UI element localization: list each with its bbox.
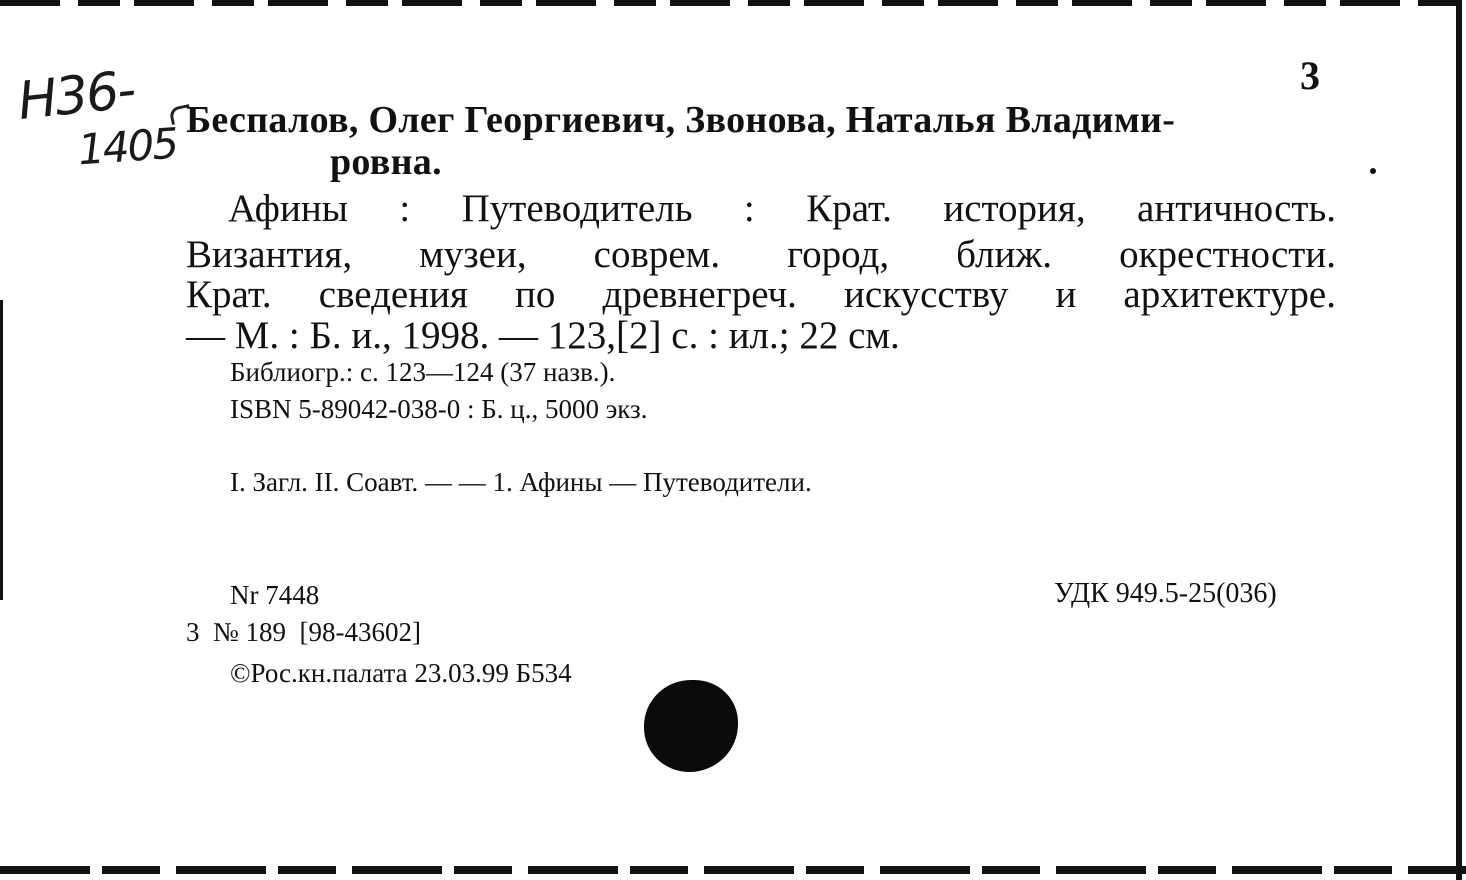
card-right-border <box>1456 0 1462 880</box>
isbn-note: ISBN 5-89042-038-0 : Б. ц., 5000 экз. <box>230 394 648 424</box>
handwritten-number: 1405 <box>76 118 179 175</box>
entry-number: 3 № 189 [98-43602] <box>186 617 421 647</box>
card-top-border <box>0 0 1466 6</box>
copyright-line: ©Рос.кн.палата 23.03.99 Б534 <box>230 658 572 688</box>
title-line-2: Византия, музеи, соврем. город, ближ. окрестности. <box>186 233 1336 276</box>
card-left-border <box>0 300 3 600</box>
ink-blot <box>644 680 738 772</box>
scan-speck <box>1370 168 1376 174</box>
udk-code: УДК 949.5-25(036) <box>1054 578 1277 609</box>
tracings: I. Загл. II. Соавт. — — 1. Афины — Путеводители. <box>230 467 812 497</box>
handwritten-shelf-mark: Н36- <box>15 60 137 132</box>
card-bottom-border <box>0 866 1466 874</box>
bibliography-note: Библиогр.: с. 123—124 (37 назв.). <box>230 357 616 387</box>
title-line-1: Афины : Путеводитель : Крат. история, античность. <box>228 187 1336 230</box>
registration-number: Nr 7448 <box>230 580 320 610</box>
author-heading-continued: ровна. <box>330 141 442 183</box>
card-number: 3 <box>1300 53 1320 98</box>
author-heading: Беспалов, Олег Георгиевич, Звонова, Наталья Владими- <box>186 99 1176 141</box>
title-line-3: Крат. сведения по древнегреч. искусству и архитектуре. <box>186 273 1336 316</box>
imprint-line: — М. : Б. и., 1998. — 123,[2] с. : ил.; 22 см. <box>186 314 900 357</box>
